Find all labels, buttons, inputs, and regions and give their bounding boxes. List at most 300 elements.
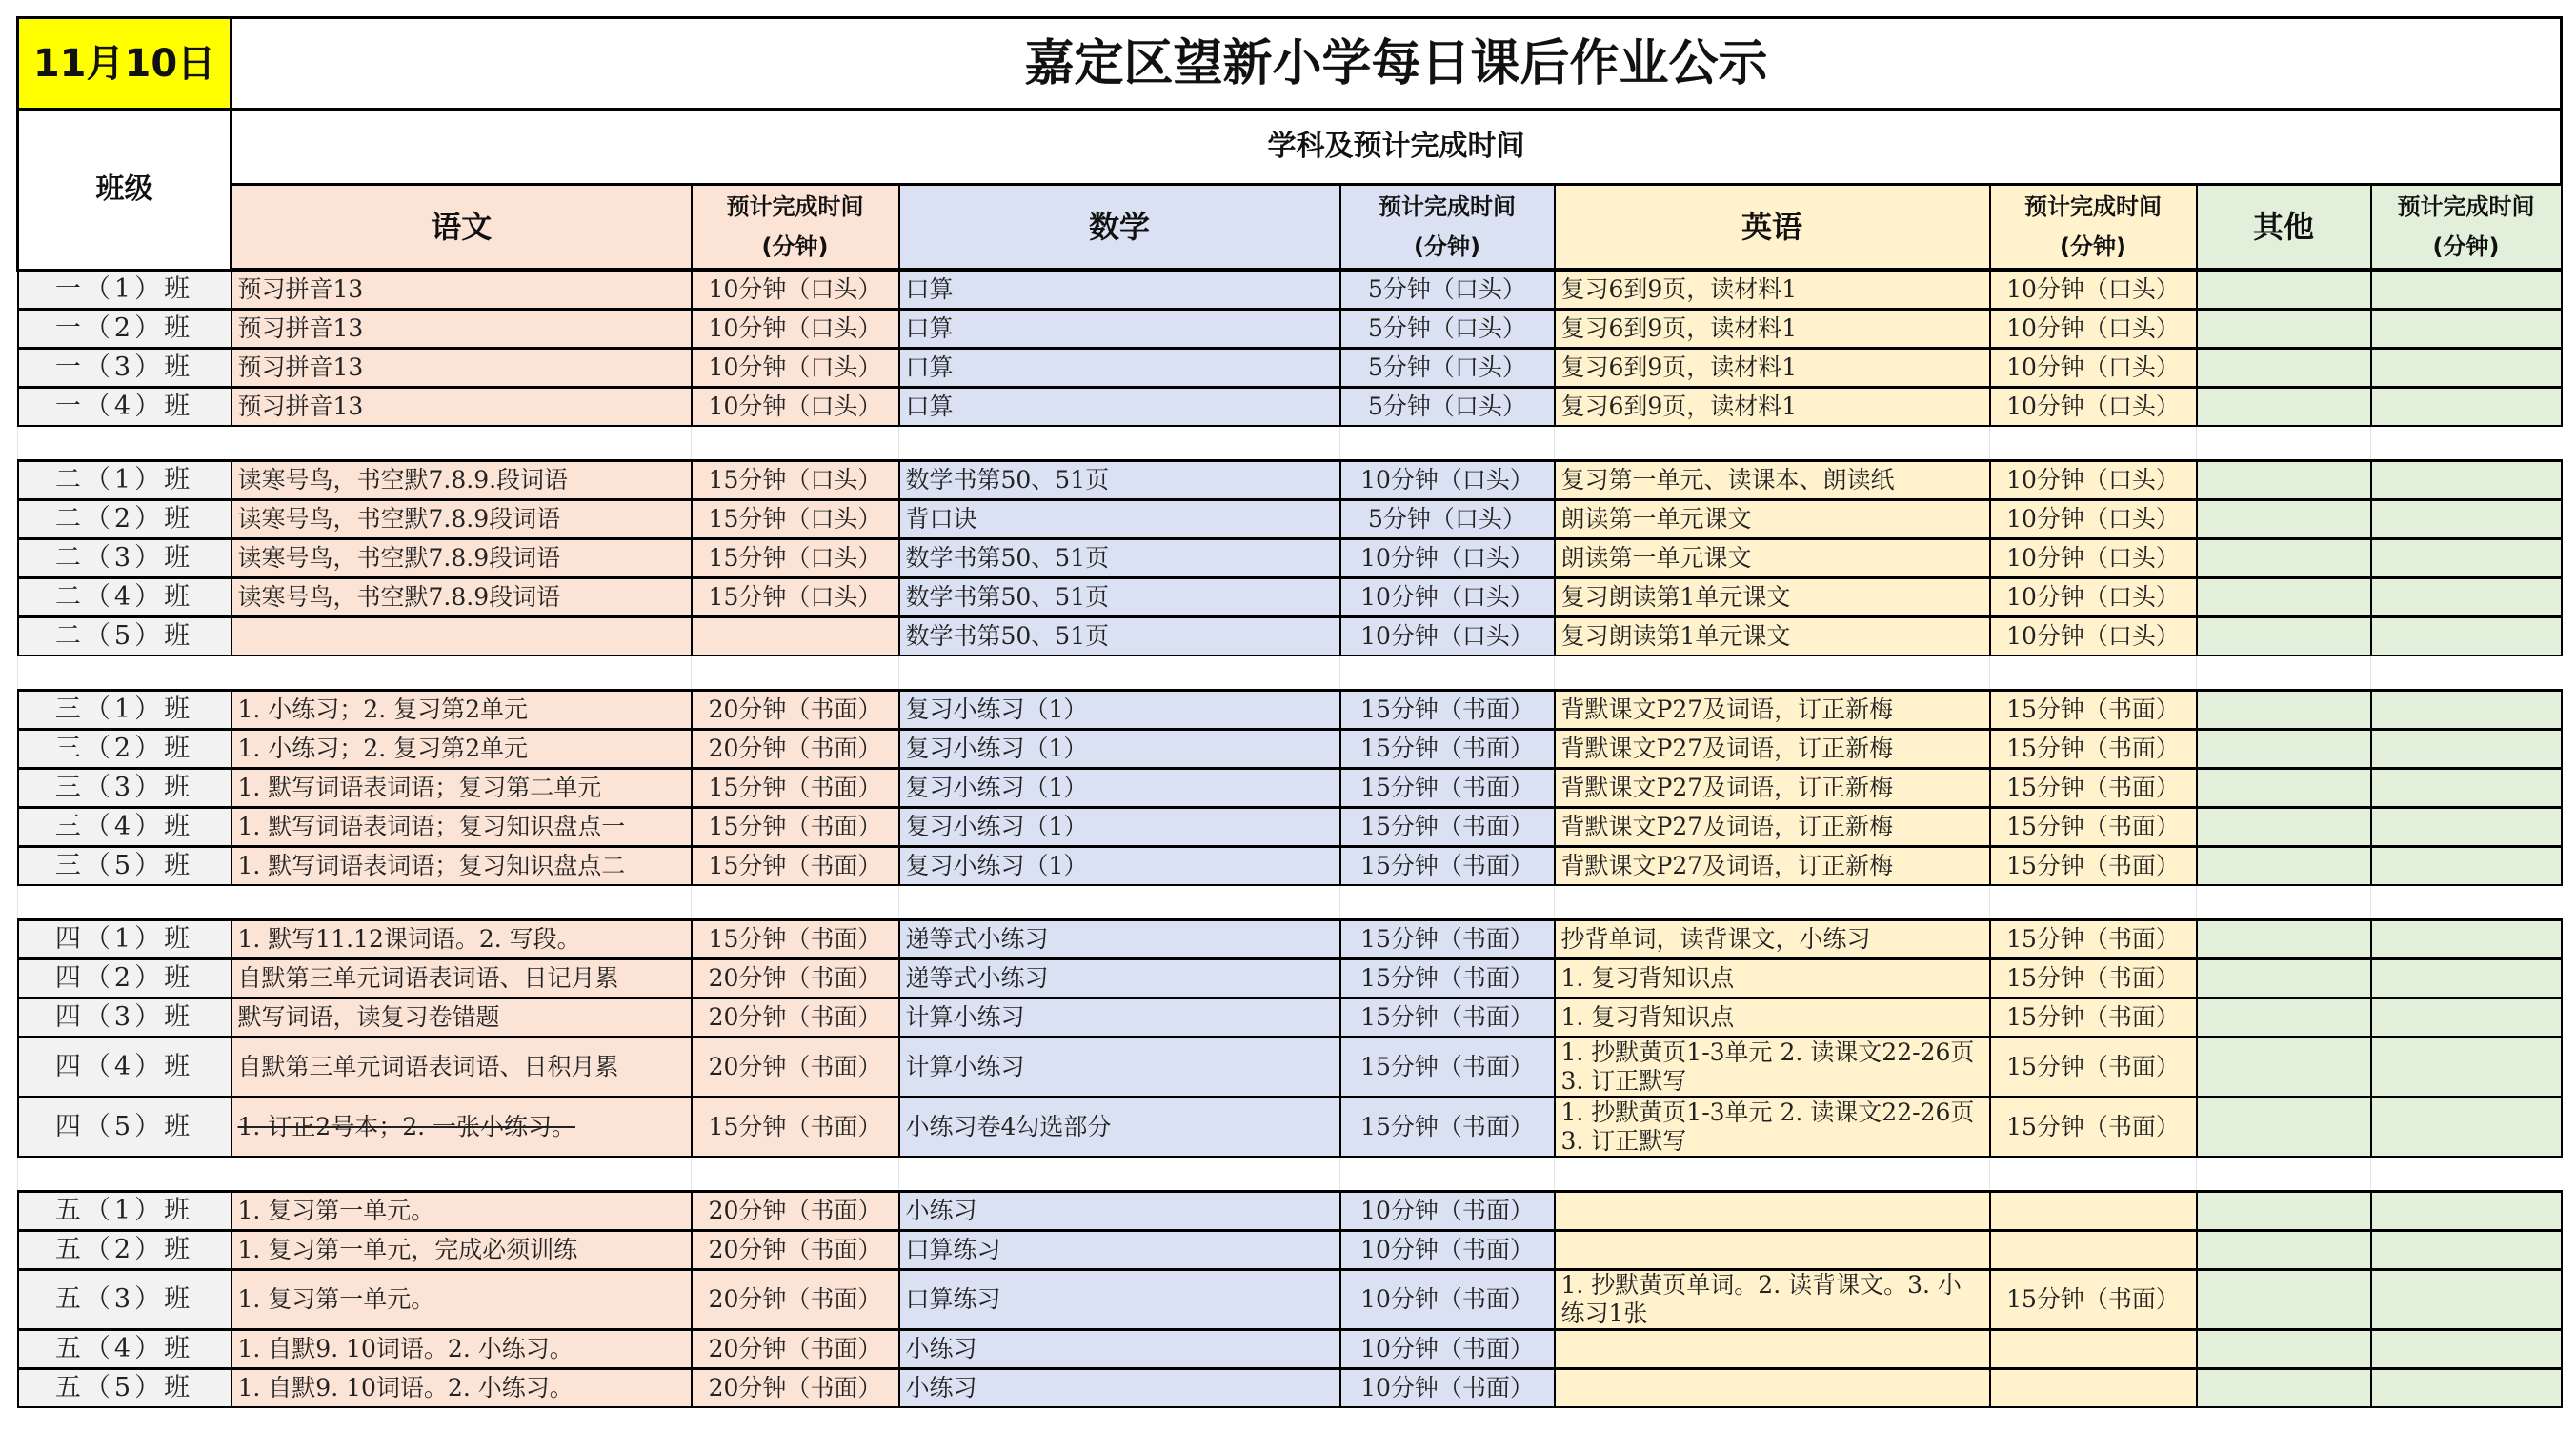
table-row — [18, 691, 2562, 730]
english-homework: 复习6到9页，读材料1 — [1555, 388, 1990, 427]
english-time: 15分钟（书面） — [1990, 998, 2197, 1038]
math-homework: 背口诀 — [899, 500, 1340, 539]
math-homework: 递等式小练习 — [899, 959, 1340, 998]
empty-cell — [1990, 426, 2197, 461]
english-time: 15分钟（书面） — [1990, 920, 2197, 959]
class-cell: 二（5）班 — [18, 617, 231, 656]
empty-cell — [18, 426, 231, 461]
other-header: 其他 — [2197, 185, 2371, 271]
chinese-homework: 1. 复习第一单元，完成必须训练 — [231, 1231, 692, 1270]
math-homework: 复习小练习（1） — [899, 769, 1340, 808]
empty-cell — [899, 885, 1340, 920]
math-time-header — [1340, 185, 1555, 271]
class-cell: 五（2）班 — [18, 1231, 231, 1270]
chinese-homework: 预习拼音13 — [231, 388, 692, 427]
other-homework — [2197, 959, 2371, 998]
other-time — [2371, 691, 2562, 730]
table-row — [18, 539, 2562, 578]
other-time — [2371, 808, 2562, 847]
empty-cell — [231, 655, 692, 691]
english-time: 15分钟（书面） — [1990, 1038, 2197, 1098]
math-time: 10分钟（口头） — [1340, 461, 1555, 500]
other-homework — [2197, 1369, 2371, 1408]
table-row — [18, 1270, 2562, 1330]
subjects-header: 学科及预计完成时间 — [231, 110, 2562, 185]
other-homework — [2197, 310, 2371, 349]
other-time — [2371, 769, 2562, 808]
other-time — [2371, 349, 2562, 388]
other-time — [2371, 617, 2562, 656]
chinese-homework: 1. 默写词语表词语；复习知识盘点二 — [231, 847, 692, 886]
empty-cell — [231, 885, 692, 920]
english-homework: 复习朗读第1单元课文 — [1555, 578, 1990, 617]
chinese-homework: 1. 默写词语表词语；复习第二单元 — [231, 769, 692, 808]
chinese-homework: 1. 自默9. 10词语。2. 小练习。 — [231, 1369, 692, 1408]
table-row — [18, 461, 2562, 500]
math-time: 10分钟（书面） — [1340, 1231, 1555, 1270]
empty-cell — [1340, 426, 1555, 461]
math-homework: 数学书第50、51页 — [899, 461, 1340, 500]
other-homework — [2197, 1270, 2371, 1330]
class-cell: 一（4）班 — [18, 388, 231, 427]
english-time: 15分钟（书面） — [1990, 847, 2197, 886]
table-row — [18, 1231, 2562, 1270]
english-homework: 复习第一单元、读课本、朗读纸 — [1555, 461, 1990, 500]
time-label: 预计完成时间 — [2024, 193, 2162, 220]
spacer-row — [18, 655, 2562, 691]
chinese-time: 10分钟（口头） — [692, 310, 899, 349]
table-row — [18, 349, 2562, 388]
table-row — [18, 847, 2562, 886]
spacer-row — [18, 426, 2562, 461]
empty-cell — [18, 885, 231, 920]
empty-cell — [18, 1157, 231, 1192]
table-row — [18, 1038, 2562, 1098]
empty-cell — [18, 655, 231, 691]
english-time: 10分钟（口头） — [1990, 310, 2197, 349]
english-homework: 复习6到9页，读材料1 — [1555, 349, 1990, 388]
other-homework — [2197, 349, 2371, 388]
math-homework: 递等式小练习 — [899, 920, 1340, 959]
spacer-row — [18, 1157, 2562, 1192]
other-homework — [2197, 1192, 2371, 1231]
table-row — [18, 500, 2562, 539]
chinese-time: 15分钟（书面） — [692, 808, 899, 847]
english-time: 15分钟（书面） — [1990, 959, 2197, 998]
other-homework — [2197, 461, 2371, 500]
other-homework — [2197, 578, 2371, 617]
chinese-time-header — [692, 185, 899, 271]
chinese-homework: 1. 默写词语表词语；复习知识盘点一 — [231, 808, 692, 847]
english-time: 10分钟（口头） — [1990, 388, 2197, 427]
class-cell: 二（3）班 — [18, 539, 231, 578]
chinese-homework: 1. 复习第一单元。 — [231, 1192, 692, 1231]
math-time: 10分钟（书面） — [1340, 1369, 1555, 1408]
chinese-homework: 读寒号鸟，书空默7.8.9段词语 — [231, 578, 692, 617]
math-time: 15分钟（书面） — [1340, 959, 1555, 998]
other-time — [2371, 1330, 2562, 1369]
math-time: 15分钟（书面） — [1340, 691, 1555, 730]
table-row — [18, 959, 2562, 998]
english-time — [1990, 1330, 2197, 1369]
chinese-time: 10分钟（口头） — [692, 388, 899, 427]
english-time: 15分钟（书面） — [1990, 1270, 2197, 1330]
chinese-header: 语文 — [231, 185, 692, 271]
chinese-time: 20分钟（书面） — [692, 730, 899, 769]
chinese-time: 20分钟（书面） — [692, 1270, 899, 1330]
english-homework: 背默课文P27及词语，订正新梅 — [1555, 769, 1990, 808]
chinese-time: 15分钟（书面） — [692, 847, 899, 886]
class-cell: 二（1）班 — [18, 461, 231, 500]
english-header: 英语 — [1555, 185, 1990, 271]
time-unit: (分钟) — [2060, 233, 2126, 260]
english-homework: 抄背单词，读背课文，小练习 — [1555, 920, 1990, 959]
english-homework: 复习6到9页，读材料1 — [1555, 270, 1990, 310]
table-row — [18, 1369, 2562, 1408]
other-homework — [2197, 1231, 2371, 1270]
table-row — [18, 270, 2562, 310]
chinese-homework: 默写词语，读复习卷错题 — [231, 998, 692, 1038]
other-homework — [2197, 691, 2371, 730]
other-time — [2371, 270, 2562, 310]
english-time — [1990, 1192, 2197, 1231]
other-time — [2371, 539, 2562, 578]
other-time — [2371, 920, 2562, 959]
english-homework: 朗读第一单元课文 — [1555, 539, 1990, 578]
math-time: 10分钟（书面） — [1340, 1192, 1555, 1231]
english-homework: 1. 抄默黄页1-3单元 2. 读课文22-26页 3. 订正默写 — [1555, 1038, 1990, 1098]
other-time — [2371, 1270, 2562, 1330]
other-homework — [2197, 270, 2371, 310]
chinese-time: 20分钟（书面） — [692, 959, 899, 998]
class-cell: 三（4）班 — [18, 808, 231, 847]
english-time-header — [1990, 185, 2197, 271]
table-row — [18, 1192, 2562, 1231]
math-time: 15分钟（书面） — [1340, 998, 1555, 1038]
chinese-homework — [231, 617, 692, 656]
chinese-time: 15分钟（书面） — [692, 920, 899, 959]
chinese-time: 15分钟（口头） — [692, 539, 899, 578]
math-homework: 口算 — [899, 388, 1340, 427]
time-unit: (分钟) — [761, 233, 829, 260]
empty-cell — [2197, 655, 2371, 691]
chinese-homework: 自默第三单元词语表词语、日积月累 — [231, 1038, 692, 1098]
time-label: 预计完成时间 — [726, 193, 864, 220]
english-time — [1990, 1231, 2197, 1270]
math-time: 15分钟（书面） — [1340, 847, 1555, 886]
other-time-header — [2371, 185, 2562, 271]
english-time: 15分钟（书面） — [1990, 769, 2197, 808]
empty-cell — [692, 655, 899, 691]
chinese-time — [692, 617, 899, 656]
empty-cell — [2197, 1157, 2371, 1192]
english-homework: 朗读第一单元课文 — [1555, 500, 1990, 539]
math-homework: 口算 — [899, 310, 1340, 349]
chinese-homework: 1. 默写11.12课词语。2. 写段。 — [231, 920, 692, 959]
table-row — [18, 769, 2562, 808]
empty-cell — [899, 655, 1340, 691]
english-homework — [1555, 1369, 1990, 1408]
math-homework: 小练习 — [899, 1369, 1340, 1408]
empty-cell — [1990, 655, 2197, 691]
empty-cell — [2197, 426, 2371, 461]
other-homework — [2197, 769, 2371, 808]
english-homework: 背默课文P27及词语，订正新梅 — [1555, 808, 1990, 847]
chinese-homework: 1. 自默9. 10词语。2. 小练习。 — [231, 1330, 692, 1369]
empty-cell — [1555, 426, 1990, 461]
english-time: 10分钟（口头） — [1990, 500, 2197, 539]
math-homework: 数学书第50、51页 — [899, 617, 1340, 656]
chinese-homework: 1. 复习第一单元。 — [231, 1270, 692, 1330]
math-homework: 小练习 — [899, 1192, 1340, 1231]
other-time — [2371, 998, 2562, 1038]
english-homework: 1. 复习背知识点 — [1555, 998, 1990, 1038]
class-cell: 三（1）班 — [18, 691, 231, 730]
chinese-homework: 预习拼音13 — [231, 349, 692, 388]
time-label: 预计完成时间 — [2397, 193, 2535, 220]
english-homework: 1. 复习背知识点 — [1555, 959, 1990, 998]
math-time: 15分钟（书面） — [1340, 1098, 1555, 1158]
english-homework: 背默课文P27及词语，订正新梅 — [1555, 730, 1990, 769]
other-homework — [2197, 998, 2371, 1038]
math-homework: 复习小练习（1） — [899, 847, 1340, 886]
other-homework — [2197, 1098, 2371, 1158]
english-homework — [1555, 1192, 1990, 1231]
class-cell: 一（2）班 — [18, 310, 231, 349]
english-homework: 背默课文P27及词语，订正新梅 — [1555, 691, 1990, 730]
english-homework: 复习朗读第1单元课文 — [1555, 617, 1990, 656]
other-homework — [2197, 388, 2371, 427]
math-header: 数学 — [899, 185, 1340, 271]
chinese-homework: 1. 小练习；2. 复习第2单元 — [231, 691, 692, 730]
math-time: 10分钟（口头） — [1340, 578, 1555, 617]
other-time — [2371, 310, 2562, 349]
page-title: 嘉定区望新小学每日课后作业公示 — [231, 18, 2562, 110]
math-time: 5分钟（口头） — [1340, 349, 1555, 388]
table-row — [18, 617, 2562, 656]
class-cell: 四（5）班 — [18, 1098, 231, 1158]
chinese-time: 15分钟（口头） — [692, 500, 899, 539]
table-row — [18, 920, 2562, 959]
empty-cell — [1555, 1157, 1990, 1192]
empty-cell — [1990, 885, 2197, 920]
math-time: 10分钟（书面） — [1340, 1330, 1555, 1369]
empty-cell — [1990, 1157, 2197, 1192]
class-cell: 一（1）班 — [18, 270, 231, 310]
english-homework — [1555, 1231, 1990, 1270]
chinese-time: 15分钟（书面） — [692, 1098, 899, 1158]
math-time: 15分钟（书面） — [1340, 1038, 1555, 1098]
math-time: 5分钟（口头） — [1340, 270, 1555, 310]
empty-cell — [692, 885, 899, 920]
class-cell: 二（4）班 — [18, 578, 231, 617]
empty-cell — [2371, 885, 2562, 920]
math-time: 5分钟（口头） — [1340, 310, 1555, 349]
english-time: 10分钟（口头） — [1990, 270, 2197, 310]
class-cell: 五（5）班 — [18, 1369, 231, 1408]
english-homework: 1. 抄默黄页1-3单元 2. 读课文22-26页 3. 订正默写 — [1555, 1098, 1990, 1158]
other-homework — [2197, 500, 2371, 539]
empty-cell — [1340, 885, 1555, 920]
other-homework — [2197, 617, 2371, 656]
english-time: 10分钟（口头） — [1990, 578, 2197, 617]
other-homework — [2197, 847, 2371, 886]
other-time — [2371, 500, 2562, 539]
empty-cell — [231, 426, 692, 461]
table-row — [18, 998, 2562, 1038]
chinese-time: 10分钟（口头） — [692, 349, 899, 388]
table-row — [18, 730, 2562, 769]
empty-cell — [899, 1157, 1340, 1192]
table-row — [18, 808, 2562, 847]
math-homework: 复习小练习（1） — [899, 691, 1340, 730]
math-time: 15分钟（书面） — [1340, 730, 1555, 769]
math-homework: 口算 — [899, 270, 1340, 310]
chinese-homework: 读寒号鸟，书空默7.8.9.段词语 — [231, 461, 692, 500]
chinese-time: 10分钟（口头） — [692, 270, 899, 310]
other-homework — [2197, 539, 2371, 578]
math-homework: 口算练习 — [899, 1231, 1340, 1270]
chinese-time: 15分钟（口头） — [692, 578, 899, 617]
chinese-homework: 1. 小练习；2. 复习第2单元 — [231, 730, 692, 769]
math-time: 10分钟（口头） — [1340, 539, 1555, 578]
chinese-homework: 预习拼音13 — [231, 270, 692, 310]
chinese-homework: 1. 订正2号本；2. 一张小练习。 — [231, 1098, 692, 1158]
empty-cell — [1340, 1157, 1555, 1192]
table-row — [18, 1330, 2562, 1369]
math-time: 15分钟（书面） — [1340, 920, 1555, 959]
math-homework: 口算练习 — [899, 1270, 1340, 1330]
english-homework: 1. 抄默黄页单词。2. 读背课文。3. 小 练习1张 — [1555, 1270, 1990, 1330]
english-homework: 背默课文P27及词语，订正新梅 — [1555, 847, 1990, 886]
table-row — [18, 388, 2562, 427]
class-cell: 四（1）班 — [18, 920, 231, 959]
spacer-row — [18, 885, 2562, 920]
other-homework — [2197, 920, 2371, 959]
english-time — [1990, 1369, 2197, 1408]
empty-cell — [2371, 1157, 2562, 1192]
time-label: 预计完成时间 — [1379, 193, 1516, 220]
math-homework: 口算 — [899, 349, 1340, 388]
english-homework — [1555, 1330, 1990, 1369]
other-time — [2371, 1098, 2562, 1158]
table-row — [18, 578, 2562, 617]
math-homework: 复习小练习（1） — [899, 808, 1340, 847]
class-cell: 三（2）班 — [18, 730, 231, 769]
table-row — [18, 1098, 2562, 1158]
empty-cell — [1555, 655, 1990, 691]
empty-cell — [231, 1157, 692, 1192]
table-row — [18, 310, 2562, 349]
empty-cell — [2371, 426, 2562, 461]
english-time: 10分钟（口头） — [1990, 349, 2197, 388]
english-time: 10分钟（口头） — [1990, 617, 2197, 656]
chinese-time: 20分钟（书面） — [692, 1231, 899, 1270]
class-cell: 四（4）班 — [18, 1038, 231, 1098]
chinese-time: 20分钟（书面） — [692, 1192, 899, 1231]
other-homework — [2197, 808, 2371, 847]
empty-cell — [2197, 885, 2371, 920]
math-homework: 计算小练习 — [899, 998, 1340, 1038]
chinese-time: 20分钟（书面） — [692, 998, 899, 1038]
other-homework — [2197, 730, 2371, 769]
chinese-homework: 自默第三单元词语表词语、日记月累 — [231, 959, 692, 998]
english-time: 15分钟（书面） — [1990, 1098, 2197, 1158]
class-header: 班级 — [18, 110, 231, 271]
math-time: 5分钟（口头） — [1340, 388, 1555, 427]
class-cell: 三（3）班 — [18, 769, 231, 808]
class-cell: 一（3）班 — [18, 349, 231, 388]
english-time: 15分钟（书面） — [1990, 691, 2197, 730]
other-time — [2371, 730, 2562, 769]
math-homework: 复习小练习（1） — [899, 730, 1340, 769]
class-cell: 五（1）班 — [18, 1192, 231, 1231]
math-homework: 数学书第50、51页 — [899, 578, 1340, 617]
other-time — [2371, 847, 2562, 886]
class-cell: 五（4）班 — [18, 1330, 231, 1369]
other-time — [2371, 461, 2562, 500]
math-time: 5分钟（口头） — [1340, 500, 1555, 539]
date-cell: 11月10日 — [18, 18, 231, 110]
math-homework: 小练习卷4勾选部分 — [899, 1098, 1340, 1158]
other-time — [2371, 578, 2562, 617]
homework-table — [16, 16, 2563, 1408]
chinese-time: 20分钟（书面） — [692, 1369, 899, 1408]
class-cell: 四（2）班 — [18, 959, 231, 998]
math-time: 15分钟（书面） — [1340, 808, 1555, 847]
english-time: 15分钟（书面） — [1990, 808, 2197, 847]
other-time — [2371, 1192, 2562, 1231]
math-homework: 小练习 — [899, 1330, 1340, 1369]
empty-cell — [692, 426, 899, 461]
time-unit: (分钟) — [2432, 233, 2500, 260]
other-time — [2371, 1231, 2562, 1270]
other-time — [2371, 1369, 2562, 1408]
english-homework: 复习6到9页，读材料1 — [1555, 310, 1990, 349]
empty-cell — [899, 426, 1340, 461]
math-time: 10分钟（口头） — [1340, 617, 1555, 656]
other-time — [2371, 959, 2562, 998]
other-homework — [2197, 1330, 2371, 1369]
class-cell: 二（2）班 — [18, 500, 231, 539]
other-time — [2371, 388, 2562, 427]
chinese-time: 15分钟（书面） — [692, 769, 899, 808]
other-time — [2371, 1038, 2562, 1098]
math-time: 15分钟（书面） — [1340, 769, 1555, 808]
empty-cell — [1340, 655, 1555, 691]
chinese-time: 20分钟（书面） — [692, 1038, 899, 1098]
math-homework: 数学书第50、51页 — [899, 539, 1340, 578]
chinese-homework: 读寒号鸟，书空默7.8.9段词语 — [231, 500, 692, 539]
english-time: 10分钟（口头） — [1990, 539, 2197, 578]
other-homework — [2197, 1038, 2371, 1098]
empty-cell — [692, 1157, 899, 1192]
math-homework: 计算小练习 — [899, 1038, 1340, 1098]
chinese-homework: 读寒号鸟，书空默7.8.9段词语 — [231, 539, 692, 578]
chinese-homework: 预习拼音13 — [231, 310, 692, 349]
class-cell: 五（3）班 — [18, 1270, 231, 1330]
empty-cell — [1555, 885, 1990, 920]
math-time: 10分钟（书面） — [1340, 1270, 1555, 1330]
class-cell: 三（5）班 — [18, 847, 231, 886]
chinese-time: 20分钟（书面） — [692, 1330, 899, 1369]
class-cell: 四（3）班 — [18, 998, 231, 1038]
empty-cell — [2371, 655, 2562, 691]
english-time: 15分钟（书面） — [1990, 730, 2197, 769]
chinese-time: 20分钟（书面） — [692, 691, 899, 730]
english-time: 10分钟（口头） — [1990, 461, 2197, 500]
chinese-time: 15分钟（口头） — [692, 461, 899, 500]
